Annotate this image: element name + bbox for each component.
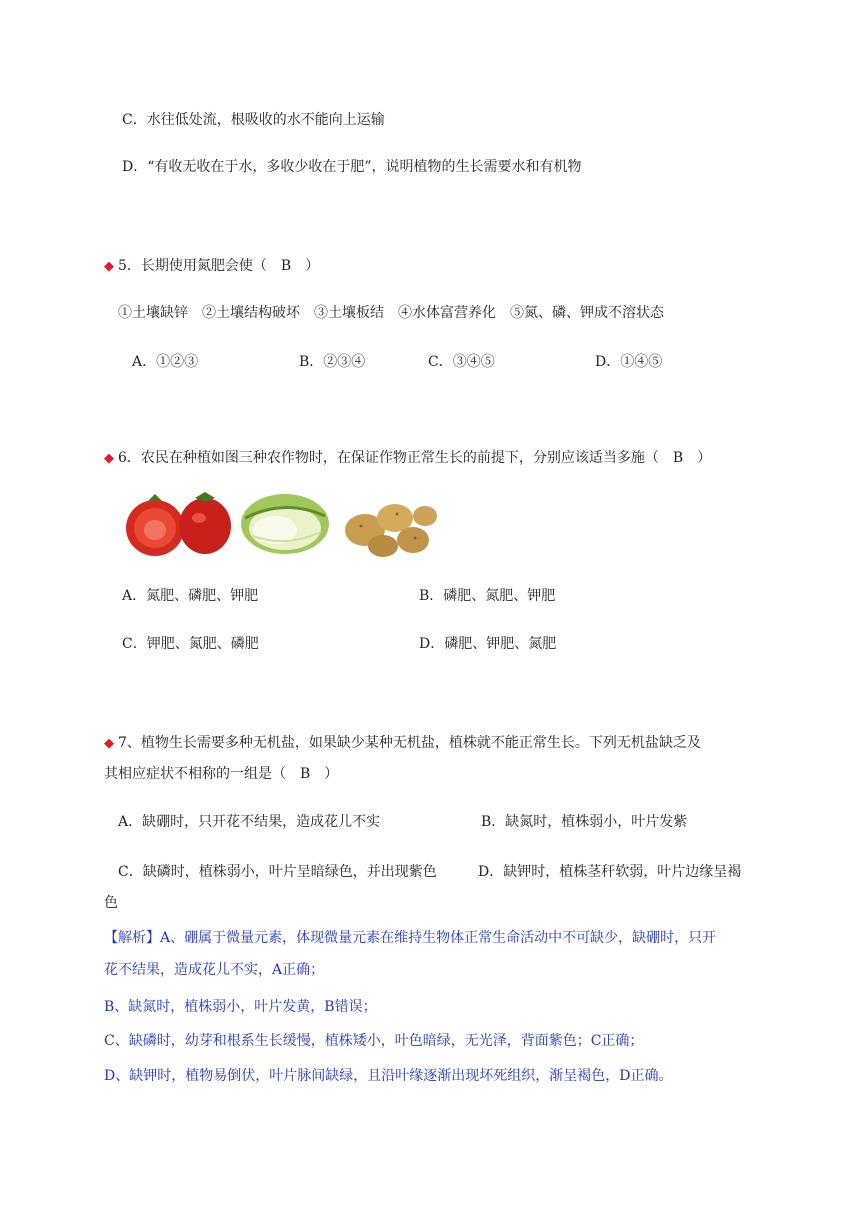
q7-option-d: D．缺钾时，植株茎秆软弱，叶片边缘呈褐 bbox=[478, 864, 742, 880]
analysis-line-4: C、缺磷时，幼芽和根系生长缓慢，植株矮小，叶色暗绿，无光泽，背面紫色；C正确； bbox=[104, 1033, 644, 1049]
analysis-line-3: B、缺氮时，植株弱小，叶片发黄，B错误； bbox=[104, 999, 377, 1015]
cabbage-icon bbox=[241, 494, 329, 554]
potato-icon bbox=[345, 504, 437, 557]
q5-option-b: B．②③④ bbox=[299, 354, 366, 370]
q4-option-d: D．“有收无收在于水，多收少收在于肥”，说明植物的生长需要水和有机物 bbox=[122, 159, 582, 175]
q5-option-a: A．①②③ bbox=[132, 354, 199, 370]
q5-option-d: D．①④⑤ bbox=[595, 354, 663, 370]
diamond-bullet-icon: ◆ bbox=[104, 451, 114, 466]
q5-stem-line bbox=[104, 256, 319, 277]
q7-option-c: C．缺磷时，植株弱小，叶片呈暗绿色，并出现紫色 bbox=[118, 864, 437, 880]
q7-option-d-cont: 色 bbox=[104, 895, 118, 911]
tomato-icon bbox=[126, 492, 231, 556]
q6-option-a: A．氮肥、磷肥、钾肥 bbox=[122, 588, 259, 604]
q7-stem-1: 7、植物生长需要多种无机盐，如果缺少某种无机盐，植株就不能正常生长。下列无机盐缺乏及 bbox=[118, 735, 701, 751]
q4-option-c: C．水往低处流，根吸收的水不能向上运输 bbox=[122, 112, 385, 128]
q5-stem: 5．长期使用氮肥会使（ B ） bbox=[118, 258, 320, 274]
q7-stem-line2: 其相应症状不相称的一组是（ B ） bbox=[104, 766, 339, 782]
analysis-line-1: 【解析】A、硼属于微量元素，体现微量元素在维持生物体正常生命活动中不可缺少，缺硼时，只开 bbox=[104, 930, 717, 946]
analysis-line-5: D、缺钾时，植物易倒伏，叶片脉间缺绿，且沿叶缘逐渐出现坏死组织，渐呈褐色，D正确。 bbox=[104, 1068, 673, 1084]
q7-stem-line1 bbox=[104, 733, 701, 754]
q5-option-c: C．③④⑤ bbox=[428, 354, 495, 370]
q6-stem: 6．农民在种植如图三种农作物时，在保证作物正常生长的前提下，分别应该适当多施（ B ） bbox=[118, 450, 712, 466]
diamond-bullet-icon: ◆ bbox=[104, 736, 114, 751]
crops-image bbox=[125, 478, 439, 560]
diamond-bullet-icon: ◆ bbox=[104, 259, 114, 274]
q6-option-b: B．磷肥、氮肥、钾肥 bbox=[419, 588, 556, 604]
analysis-line-2: 花不结果，造成花儿不实，A正确； bbox=[104, 962, 325, 978]
q7-option-a: A．缺硼时，只开花不结果，造成花儿不实 bbox=[118, 814, 381, 830]
q6-option-d: D．磷肥、钾肥、氮肥 bbox=[419, 636, 557, 652]
q6-option-c: C．钾肥、氮肥、磷肥 bbox=[122, 636, 259, 652]
q6-stem-line bbox=[104, 448, 711, 469]
q5-items: ①土壤缺锌 ②土壤结构破坏 ③土壤板结 ④水体富营养化 ⑤氮、磷、钾成不溶状态 bbox=[118, 305, 664, 321]
q7-option-b: B．缺氮时，植株弱小，叶片发紫 bbox=[481, 814, 688, 830]
